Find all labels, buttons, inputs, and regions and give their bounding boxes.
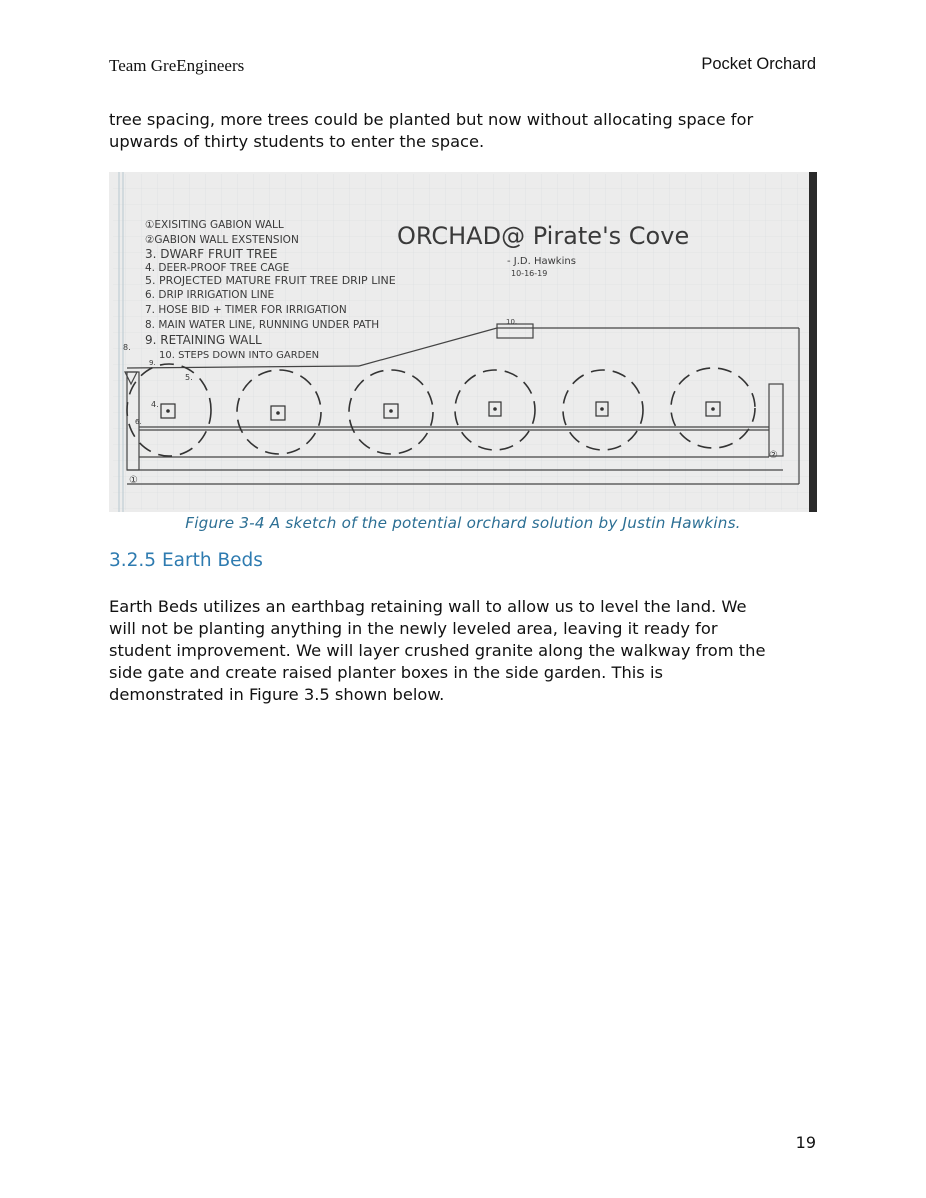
- legend-item: 9. RETAINING WALL: [145, 333, 262, 347]
- legend-item: ①EXISITING GABION WALL: [145, 219, 284, 231]
- legend-item: 4. DEER-PROOF TREE CAGE: [145, 262, 290, 274]
- paragraph-line: demonstrated in Figure 3.5 shown below.: [109, 685, 445, 704]
- mark-gabion-extension: ②: [769, 450, 778, 461]
- paragraph-line: side gate and create raised planter boxes in the side garden. This is: [109, 663, 663, 682]
- legend-item: ②GABION WALL EXSTENSION: [145, 234, 299, 246]
- figure-caption: Figure 3-4 A sketch of the potential orchard solution by Justin Hawkins.: [185, 514, 741, 532]
- sketch-date: 10-16-19: [511, 269, 548, 278]
- mark-water-line: 8.: [123, 343, 131, 352]
- mark-steps: 10.: [506, 318, 518, 326]
- body-paragraph: [109, 596, 821, 706]
- header-team-name: Team GreEngineers: [109, 56, 245, 75]
- sketch-title: ORCHAD@ Pirate's Cove: [397, 222, 690, 250]
- orchard-sketch-figure: [109, 172, 817, 512]
- mark-gabion-wall: ①: [129, 475, 138, 486]
- paragraph-line: will not be planting anything in the newly leveled area, leaving it ready for: [109, 619, 718, 638]
- mark-drip-line: 5.: [185, 373, 193, 382]
- mark-irrigation: 6.: [135, 418, 142, 426]
- intro-paragraph: [109, 109, 821, 153]
- legend-item: 10. STEPS DOWN INTO GARDEN: [159, 350, 320, 361]
- paragraph-line: upwards of thirty students to enter the space.: [109, 132, 485, 151]
- orchard-sketch-drawing: [109, 172, 817, 512]
- mark-retaining-wall: 9.: [149, 359, 156, 367]
- paragraph-line: student improvement. We will layer crushed granite along the walkway from the: [109, 641, 766, 660]
- header-document-title: Pocket Orchard: [701, 55, 816, 73]
- legend-item: 8. MAIN WATER LINE, RUNNING UNDER PATH: [145, 319, 380, 331]
- paragraph-line: Earth Beds utilizes an earthbag retaining wall to allow us to level the land. We: [109, 597, 747, 616]
- section-heading: 3.2.5 Earth Beds: [109, 550, 263, 571]
- paragraph-line: tree spacing, more trees could be planted but now without allocating space for: [109, 110, 754, 129]
- legend-item: 5. PROJECTED MATURE FRUIT TREE DRIP LINE: [145, 274, 396, 287]
- sketch-author: - J.D. Hawkins: [507, 256, 576, 267]
- legend-item: 6. DRIP IRRIGATION LINE: [145, 289, 275, 301]
- page-number: 19: [795, 1133, 816, 1152]
- legend-item: 3. DWARF FRUIT TREE: [145, 247, 278, 261]
- legend-item: 7. HOSE BID + TIMER FOR IRRIGATION: [145, 304, 347, 316]
- mark-cage: 4.: [151, 400, 159, 409]
